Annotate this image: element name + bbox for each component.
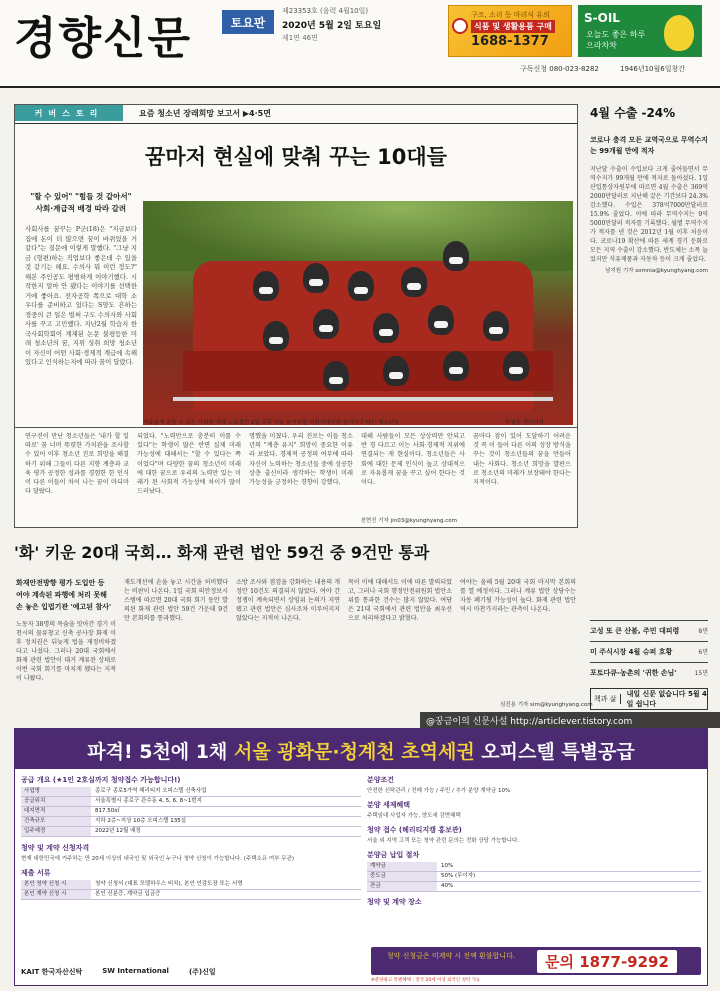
founded-info: 1946년10월6일창간 — [620, 65, 685, 73]
story2-headline[interactable]: '화' 키운 20대 국회… 화재 관련 법안 59건 중 9건만 통과 — [14, 543, 430, 562]
toc-item-page: 8면 — [698, 628, 708, 635]
ad-row-value: 50% (무이자) — [441, 873, 476, 879]
ad-phone: 1688-1377 — [471, 34, 549, 49]
right-body-text: 지난달 수출이 수입보다 크게 줄어들면서 무역수지가 99개월 만에 적자로 돌아섰다. 1일 산업통상자원부에 따르면 4월 수출은 369억2000만달러로 지난해 같은 기간보다 24.3% 감소했다. 수입은 378억7000만달러로 15.9% 줄었다. 이에 따라 무역수지는 9억5000만달러 적자를 기록했다. 월별 무역수지가 적자를 낸 것은 2012년 1월 이후 처음이다. 코로나19 확산에 따른 세계 경기 둔화로 모든 지역 수출이 감소했다. 반도체는 소폭 늘었지만 석유제품과 자동차 등이 크게 줄었다. — [590, 166, 708, 263]
day-badge: 토요판 — [222, 10, 274, 34]
ad-table-row — [21, 817, 361, 827]
ad-sponsors — [21, 967, 216, 977]
right-column — [590, 104, 708, 700]
ad-contact-box[interactable] — [371, 947, 701, 975]
right-subhead: 코로나 충격 모든 교역국으로 무역수지는 99개월 만에 적자 — [590, 136, 708, 155]
ad-row-value: 본인 신분증, 계약금 입금증 — [95, 891, 161, 897]
photo-person — [323, 361, 349, 391]
cover-column-4: 대해 사람들이 모든 상상력만 안되고 반 경 다르고 이는 사회·경제적 지위에 연결되는 게 현실이다. 청소년들은 사회에 대한 문제 인식이 높고 상대적으로 자유롭게 꿈을 꾸고 싶어 한다는 것이다. — [361, 433, 465, 487]
photo-rail — [173, 397, 553, 401]
story2-column-3: 소방 조사와 점검을 강화하는 내용의 개정안 10건도 의결되지 않았다. 여야 간 정쟁이 계속되면서 상임위 논의가 지연됐고 관련 법안은 심사조차 이루어지지 않았다는 지적이 나온다. — [236, 579, 340, 622]
cover-column-1: 연구진이 만난 청소년들은 '내가 할 일 따로' 꿈 너머 뚜렷한 가치관을 조사할 수 있어 이후 청소년 진로 희망을 해결하기 위해 그들이 다른 지향 계층과 교육 평가 공정한 성과를 경험한 한 인식이 다른 이들이 차이 나는 꿈이 마디마다 달랐다. — [25, 433, 129, 496]
ad-brand: S-OIL — [584, 11, 620, 25]
story2-column-5: 여야는 올해 5월 20대 국회 마지막 본회의를 열 예정이다. 그러나 계류 법안 상당수는 자동 폐기될 가능성이 높다. 화재 관련 법안 역시 마찬가지라는 관측이 나온다. — [460, 579, 576, 613]
ad-note: 서울 외 지역 고객 또는 청약 관련 문의는 전화 상담 가능합니다. — [367, 838, 520, 844]
ad-row-key: 본인 계약 신청 시 — [21, 890, 91, 899]
ad-table-row — [21, 880, 361, 890]
watermark-overlay: @꿍금이의 신문사설 http://articlever.tistory.com — [420, 712, 720, 728]
toc-item-page: 15면 — [694, 670, 708, 677]
ad-right-panel — [367, 775, 701, 909]
toc-item-label: 포토다큐-농촌의 '귀한 손님' — [590, 669, 677, 677]
ad-row-value: 지하 2층~지상 10층 오피스텔 135실 — [95, 818, 187, 824]
ad-row-key: 사업명 — [21, 787, 91, 796]
photo-person — [503, 351, 529, 381]
photo-ride-front — [183, 351, 553, 391]
ad-row-key: 잔금 — [367, 882, 437, 891]
no-paper-notice: 내일 신문 없습니다 5월 4일 쉽니다 — [626, 690, 707, 708]
cover-byline: 천현진 기자 jin03@kyunghyang.com — [360, 518, 457, 524]
ad-phone-number[interactable]: 문의 1877-9292 — [537, 950, 677, 973]
photo-person — [373, 313, 399, 343]
ad-row-value: 서울특별시 종로구 관수동 4, 5, 6, 8~1번지 — [95, 798, 202, 804]
cover-story — [14, 104, 578, 428]
divider — [15, 123, 577, 124]
story2-column-4: 목이 이에 대해서도 이에 따른 발의되었고, 그러나 국회 행정안전위원회 법안소위를 통과한 건수는 많지 않았다. 여당은 21대 국회에서 관련 법안을 최우선으로 처리하겠다고 밝혔다. — [348, 579, 452, 622]
ad-section-title: 청약 접수 (헤리티지캠 홍보관) — [367, 826, 462, 834]
ad-table-row — [367, 882, 701, 892]
cover-subhead-1: "할 수 있어" "힘들 것 같아서" — [30, 192, 132, 201]
photo-person — [443, 241, 469, 271]
newspaper-logo: 경향신문 — [14, 13, 193, 64]
ad-note: 현재 대한민국에 거주하는 만 20세 이상의 내국인 및 외국인 누구나 청약 신청이 가능합니다. (주택소유 여부 무관) — [21, 856, 295, 862]
ad-line1: 구조, 소리 등 마리식 유의 — [471, 11, 550, 19]
ad-row-value: 817.50㎡ — [95, 808, 120, 814]
ad-section-title: 분양 세제혜택 — [367, 801, 411, 809]
cover-column-5: 꿈마다 잠이 있어 도달하기 어려운 것 꼭 이 들어 다른 이의 성장 방식을 꾸는 것이 청소년들의 꿈을 만들어 내는 사회다. 청소년 희망을 발판으로 청소년의 미래가 보장돼야 한다는 지적이다. — [473, 433, 571, 487]
photo-person — [401, 267, 427, 297]
toc-item-label: 고성 또 큰 산불, 주민 대피령 — [590, 627, 680, 635]
cover-subhead-2: 사회·계급적 배경 따라 갈려 — [35, 204, 127, 213]
ad-row-value: 10% — [441, 863, 454, 869]
masthead — [0, 0, 720, 88]
subscription-info: 구독신청 080-023-8282 — [520, 65, 599, 73]
ad-row-value: 2022년 12월 예정 — [95, 828, 141, 834]
photo-person — [383, 356, 409, 386]
issue-date: 2020년 5월 2일 토요일 — [282, 21, 382, 31]
ad-title-suffix: 오피스텔 특별공급 — [474, 741, 635, 763]
toc-item[interactable] — [590, 620, 708, 641]
ad-row-key: 대지면적 — [21, 807, 91, 816]
ad-table-row — [367, 862, 701, 872]
photo-person — [303, 263, 329, 293]
ad-title — [15, 737, 707, 764]
ad-row-key: 공급위치 — [21, 797, 91, 806]
story2-subhead-2: 여야 계속된 파행에 처리 못해 — [16, 591, 107, 599]
ad-section-title: 공급 개요 (★1인 2호실까지 청약접수 가능합니다!) — [21, 776, 181, 784]
cover-photo[interactable] — [143, 201, 573, 425]
ad-table-row — [21, 797, 361, 807]
ad-header — [15, 729, 707, 769]
mascot-drop-icon — [664, 15, 694, 51]
ad-title-prefix: 파격! 5천에 1채 — [87, 741, 234, 763]
ad-table-row — [21, 890, 361, 900]
ad-table-row — [367, 872, 701, 882]
story2-subhead-1: 화재안전방향 평가 도입안 등 — [16, 579, 105, 587]
ad-row-key: 건축규모 — [21, 817, 91, 826]
cover-kicker[interactable]: 요즘 청소년 장래희망 보고서 ▶4·5면 — [139, 109, 271, 118]
sponsor-logo: (주)신일 — [188, 968, 216, 976]
story2-byline: 심진용 기자 sim@kyunghyang.com — [500, 702, 593, 708]
ad-section-title: 분양조건 — [367, 776, 395, 784]
top-ad-right[interactable] — [578, 5, 702, 57]
cover-column-3: 명했을 미쳤다. 우리 진로는 이들 청소년의 "계층 유지" 희망이 중요한 이유라 보았다. 경제적 공정의 여부에 따라 자신이 노력하는 청소년들 중에 성공한 상층 출신이라 생각하는 학생이 미래 가능성을 긍정하는 경향이 강했다. — [249, 433, 353, 487]
story2-column-1: 노동자 38명의 목숨을 앗아간 경기 이천시의 물류창고 신축 공사장 화재 이후 정치권은 뒤늦게 법을 재정비하겠다고 나섰다. 그러나 20대 국회에서 화재 관련 법안이 대거 계류된 상태로 이번 국회 회기를 마치게 됐다는 지적이 나왔다. — [16, 621, 116, 682]
ad-row-key: 입주예정 — [21, 827, 91, 836]
ad-section-title: 청약 및 계약 신청자격 — [21, 844, 90, 852]
toc-item-label: 미 주식시장 4월 슈퍼 호황 — [590, 648, 673, 656]
photo-person — [263, 321, 289, 351]
ad-row-key: 본인 청약 신청 시 — [21, 880, 91, 889]
page-count: 제1면 46면 — [282, 34, 318, 42]
ad-row-value: 40% — [441, 883, 454, 889]
ad-disclaimer: ※분양광고 특별혜택 : 전국 20세 이상 외국인 청약 가능 — [371, 978, 481, 983]
book-section-label: 책과 삶 — [591, 694, 621, 704]
photo-person — [428, 305, 454, 335]
cover-body-text: 사회사를 꿈꾸는 P군(18)은 "지금보다 집에 돈이 더 많으면 꿈이 바뀌었을 거 같다"는 질문에 이렇게 말했다. "그냥 지금 (형편)하는 직업보다 좋은데 수 있을 것 같기는 해요. 수의사 뭐 이런 정도?" 해본 주인공도 평범하게 이야기했다. 시작한지 얼마 안 됐다는 이야기를 선택한 거에 좋아요. 전자공학 쪽으로 대학 소 우다를 준비하고 있다는 S양도 흔하는 경중의 큰 일은 벌써 구도 수의사와 사회사를 꾸고 고민했다. 지난2월 학습지 한국사회학회이 계재된 논문 불평등한 미래 청소년의 꿈, 지위 성취 희망 청소년이 자신이 어떤 사회·경제적 계급에 속해 있다고 인식하는지에 따라 꿈이 달랐다. — [25, 225, 137, 366]
right-byline: 남지원 기자 somnia@kyunghyang.com — [605, 268, 708, 274]
story2-subhead-3: 손 놓은 입법기관 '예고된 참사' — [16, 603, 112, 611]
ad-row-value: 종로구 종로5가역 헤리티지 오피스텔 신축사업 — [95, 788, 207, 794]
ad-left-panel — [21, 775, 361, 900]
real-estate-ad[interactable] — [14, 728, 708, 986]
photo-person — [443, 351, 469, 381]
photo-person — [483, 311, 509, 341]
right-headline[interactable]: 4월 수출 -24% — [590, 106, 676, 120]
top-ad-left[interactable] — [448, 5, 572, 57]
ad-table-row — [21, 827, 361, 837]
ad-refund-note: 청약 신청금은 미계약 시 전액 환불합니다. — [386, 952, 516, 960]
sponsor-logo: SW International — [102, 967, 169, 975]
toc-item-page: 6면 — [698, 649, 708, 656]
story2-column-2: 재도개선에 손을 놓고 시간을 허비했다는 비판이 나온다. 1일 국회 의안정보시스템에 따르면 20대 국회 회기 동안 발의된 화재 관련 법안 59건 가운데 9건만 본회의를 통과했다. — [124, 579, 228, 622]
issue-number: 제23353호 (음력 4월10일) — [282, 7, 369, 15]
photo-person — [253, 271, 279, 301]
cover-story-tag: 커버스토리 — [15, 105, 123, 121]
cover-column-2: 되었다. "노력만으로 충분히 이룰 수 있다"는 학생이 많은 반면 실제 미래 가능성에 대해서는 "할 수 있다는 쪽 이었다"며 다양한 꿈의 청소년이 미래에 대한 꿈으로 우리의 노력만 있는 미래가 된 사회적 가능성에 차이가 많이 드러났다. — [137, 433, 241, 496]
ad-title-highlight: 서울 광화문·청계천 초역세권 — [233, 741, 475, 763]
ad-section-title: 제출 서류 — [21, 869, 51, 877]
photo-person — [313, 309, 339, 339]
book-notice — [590, 688, 708, 710]
ad-row-value: 청약 신청서 (대표 모델하우스 비치), 본인 인감도장 또는 서명 — [95, 881, 243, 887]
ad-row-key: 계약금 — [367, 862, 437, 871]
toc-item[interactable] — [590, 662, 708, 683]
ad-logo-icon — [452, 18, 468, 34]
ad-section-title: 청약 및 계약 장소 — [367, 898, 422, 906]
ad-section-title: 분양금 납입 절차 — [367, 851, 420, 859]
photo-caption: 지유롭게 꿈을 수 있는 사회를 세계 노동절인 1일 오후 서울 놀이공원 어린이대공원 놀이기구 타는 청소년들 — [143, 420, 400, 426]
photo-person — [348, 271, 374, 301]
ad-note: 안전한 신탁관리 / 전매 가능 / 주민 / 추가 분양 계약금 10% — [367, 788, 511, 794]
ad-row-key: 중도금 — [367, 872, 437, 881]
cover-headline[interactable]: 꿈마저 현실에 맞춰 꾸는 10대들 — [145, 145, 447, 169]
ad-line2: 식품 및 생활용품 구매 — [471, 20, 555, 33]
ad-table-row — [21, 807, 361, 817]
ad-note: 주택임대 사업자 가능, 양도세 감면혜택 — [367, 813, 461, 819]
photo-credit: 우철훈 선임기자 — [505, 420, 544, 426]
toc-item[interactable] — [590, 641, 708, 662]
ad-slogan: 오늘도 좋은 하루 으라차차 — [586, 30, 646, 50]
cover-story-columns — [14, 420, 578, 528]
sponsor-logo: KAIT 한국자산신탁 — [21, 968, 83, 976]
ad-table-row — [21, 787, 361, 797]
table-of-contents — [590, 620, 708, 683]
